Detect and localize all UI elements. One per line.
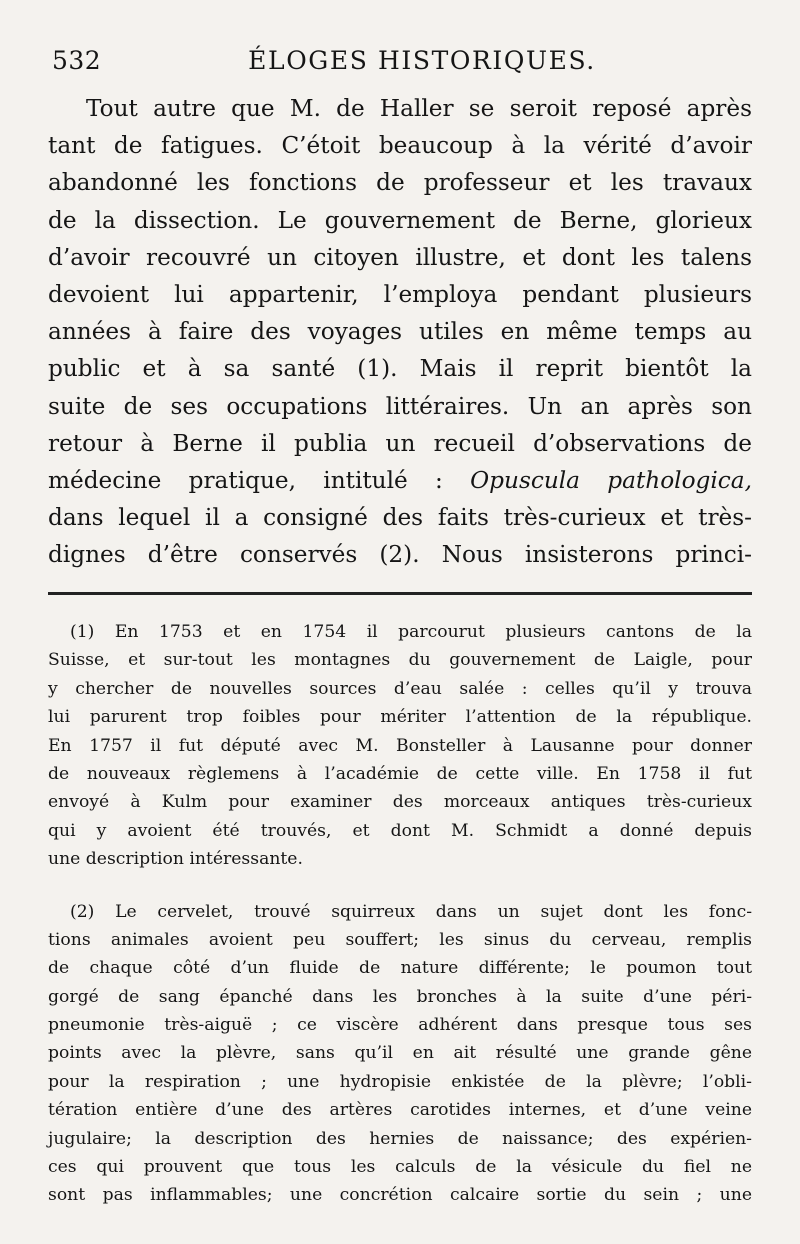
running-title: ÉLOGES HISTORIQUES. xyxy=(248,46,596,75)
main-text-line: public et à sa santé (1). Mais il reprit bientôt la xyxy=(48,355,752,383)
main-text-line: d’avoir recouvré un citoyen illustre, et dont les talens xyxy=(48,243,752,271)
main-text-line-with-title xyxy=(48,462,752,499)
main-text-line: dignes d’être conservés (2). Nous insisterons princi- xyxy=(48,541,752,569)
footnote-line: envoyé à Kulm pour examiner des morceaux antiques très-curieux xyxy=(48,792,752,813)
footnote-2 xyxy=(48,898,752,1210)
footnote-line: (1) En 1753 et en 1754 il parcourut plusieurs cantons de la xyxy=(70,622,752,642)
footnote-line: de chaque côté d’un fluide de nature différente; le poumon tout xyxy=(48,958,752,979)
footnote-separator-rule xyxy=(48,592,752,595)
footnote-line: sont pas inflammables; une concrétion calcaire sortie du sein ; une xyxy=(48,1185,752,1206)
footnote-line: ces qui prouvent que tous les calculs de la vésicule du fiel ne xyxy=(48,1157,752,1178)
footnote-gap xyxy=(48,874,752,898)
book-title-italic: Opuscula pathologica, xyxy=(470,466,752,494)
footnotes xyxy=(48,618,752,1210)
main-text-line: de la dissection. Le gouvernement de Berne, glorieux xyxy=(48,206,752,234)
footnote-line: En 1757 il fut député avec M. Bonsteller à Lausanne pour donner xyxy=(48,735,752,756)
footnote-line: (2) Le cervelet, trouvé squirreux dans un sujet dont les fonc- xyxy=(70,901,752,922)
footnote-1 xyxy=(48,618,752,874)
main-text-fragment: médecine pratique, intitulé : xyxy=(48,466,443,494)
footnote-line: tération entière d’une des artères carotides internes, et d’une veine xyxy=(48,1100,752,1121)
footnote-line: y chercher de nouvelles sources d’eau salée : celles qu’il y trouva xyxy=(48,678,752,699)
main-text-line: devoient lui appartenir, l’employa pendant plusieurs xyxy=(48,280,752,308)
main-text-line: tant de fatigues. C’étoit beaucoup à la vérité d’avoir xyxy=(48,132,752,160)
page-header xyxy=(52,46,752,86)
main-text-body xyxy=(48,90,752,573)
footnote-line: de nouveaux règlemens à l’académie de cette ville. En 1758 il fut xyxy=(48,763,752,784)
footnote-line: jugulaire; la description des hernies de naissance; des expérien- xyxy=(48,1128,752,1149)
footnote-line: points avec la plèvre, sans qu’il en ait résulté une grande gêne xyxy=(48,1043,752,1064)
footnote-line: Suisse, et sur-tout les montagnes du gouvernement de Laigle, pour xyxy=(48,650,752,671)
main-text-line: Tout autre que M. de Haller se seroit reposé après xyxy=(86,95,752,122)
footnote-line: lui parurent trop foibles pour mériter l’attention de la république. xyxy=(48,707,752,728)
page-number: 532 xyxy=(52,46,102,75)
footnote-line: qui y avoient été trouvés, et dont M. Schmidt a donné depuis xyxy=(48,820,752,841)
main-text-line: dans lequel il a consigné des faits très-curieux et très- xyxy=(48,504,752,532)
main-text-line: abandonné les fonctions de professeur et les travaux xyxy=(48,169,752,197)
footnote-line: gorgé de sang épanché dans les bronches à la suite d’une péri- xyxy=(48,986,752,1007)
main-text-line: suite de ses occupations littéraires. Un an après son xyxy=(48,392,752,420)
footnote-line: une description intéressante. xyxy=(48,849,303,870)
footnote-line: tions animales avoient peu souffert; les sinus du cerveau, remplis xyxy=(48,929,752,950)
main-text-line: années à faire des voyages utiles en même temps au xyxy=(48,318,752,346)
main-text-line: retour à Berne il publia un recueil d’observations de xyxy=(48,429,752,457)
footnote-line: pneumonie très-aiguë ; ce viscère adhérent dans presque tous ses xyxy=(48,1015,752,1036)
footnote-line: pour la respiration ; une hydropisie enkistée de la plèvre; l’obli- xyxy=(48,1071,752,1092)
